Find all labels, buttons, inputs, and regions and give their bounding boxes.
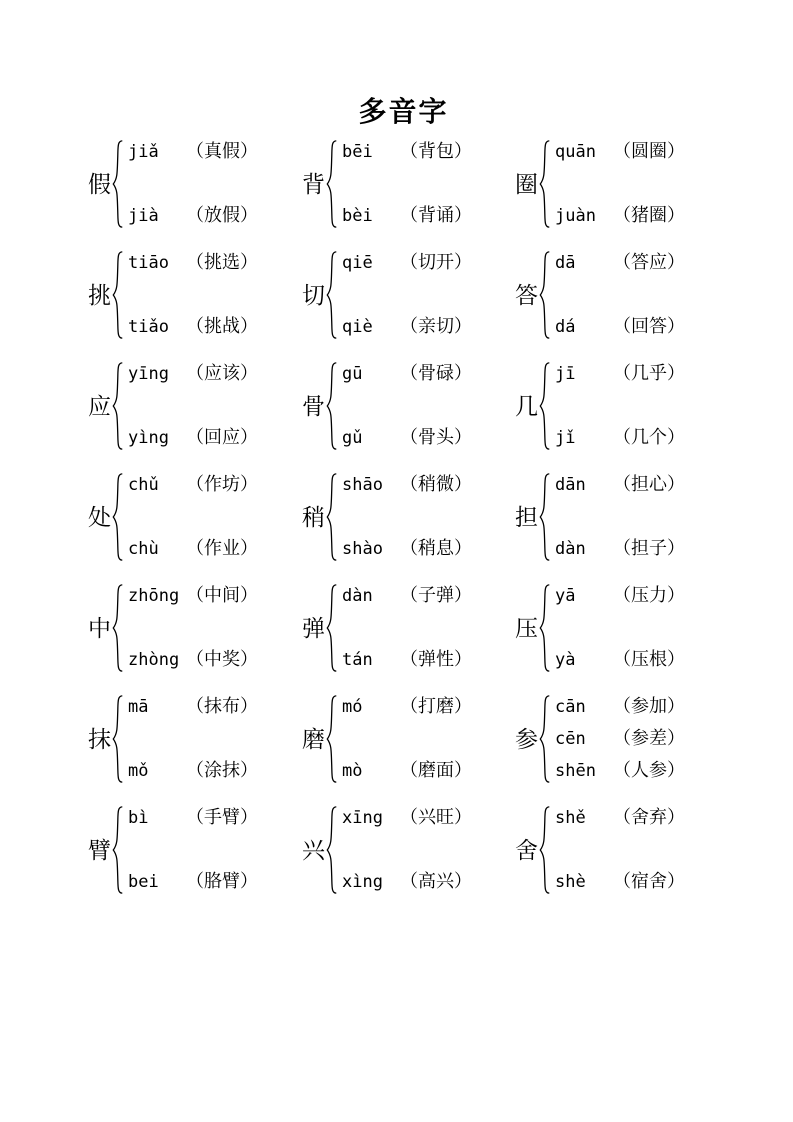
reading-row	[342, 871, 472, 893]
page-title: 多音字	[358, 97, 449, 128]
pinyin-label: jǐ	[555, 428, 576, 449]
polyphone-entry	[302, 693, 515, 785]
example-word: （作业）	[186, 538, 258, 559]
brace-icon	[112, 806, 124, 894]
example-word: （放假）	[186, 205, 258, 226]
example-word: （兴旺）	[400, 807, 472, 827]
polyphone-character: 参	[515, 726, 538, 752]
polyphone-character: 抹	[88, 726, 111, 752]
brace-icon	[326, 251, 338, 339]
brace-icon	[539, 251, 551, 339]
pinyin-label: jī	[555, 364, 576, 384]
example-word: （宿舍）	[613, 871, 685, 892]
pinyin-label: mó	[342, 697, 363, 717]
example-word: （背包）	[400, 141, 472, 161]
example-word: （猪圈）	[613, 205, 685, 226]
polyphone-entry	[515, 249, 765, 341]
polyphone-entry	[515, 360, 765, 452]
reading-row	[555, 363, 685, 385]
polyphone-entry	[515, 693, 765, 785]
example-word: （挑选）	[186, 252, 258, 272]
brace-icon	[112, 473, 124, 561]
brace-icon	[112, 695, 124, 783]
pinyin-label: chǔ	[128, 475, 159, 495]
example-word: （作坊）	[186, 474, 258, 494]
readings-list	[128, 807, 258, 893]
pinyin-label: dān	[555, 475, 586, 495]
example-word: （骨碌）	[400, 363, 472, 383]
example-word: （亲切）	[400, 316, 472, 337]
example-word: （稍息）	[400, 538, 472, 559]
example-word: （中奖）	[186, 649, 258, 670]
brace-icon	[326, 806, 338, 894]
polyphone-character: 背	[302, 171, 325, 197]
reading-row	[128, 871, 258, 893]
reading-row	[128, 807, 258, 829]
example-word: （磨面）	[400, 760, 472, 781]
brace-icon	[112, 584, 124, 672]
readings-list	[342, 807, 472, 893]
example-word: （担子）	[613, 538, 685, 559]
example-word: （子弹）	[400, 585, 472, 605]
pinyin-label: shēn	[555, 761, 596, 782]
brace-icon	[539, 584, 551, 672]
reading-row	[555, 252, 685, 274]
readings-list	[128, 141, 258, 227]
example-word: （高兴）	[400, 871, 472, 892]
brace-icon	[112, 251, 124, 339]
reading-row	[342, 649, 472, 671]
brace-icon	[326, 695, 338, 783]
polyphone-character: 处	[88, 504, 111, 530]
pinyin-label: juàn	[555, 206, 596, 227]
example-word: （中间）	[186, 585, 258, 605]
pinyin-label: dá	[555, 317, 576, 338]
pinyin-label: mò	[342, 761, 363, 782]
reading-row	[128, 649, 258, 671]
reading-row	[128, 585, 258, 607]
reading-row	[128, 474, 258, 496]
polyphone-entry	[88, 693, 302, 785]
polyphone-character: 兴	[302, 837, 325, 863]
polyphone-entry	[88, 249, 302, 341]
pinyin-label: shè	[555, 872, 586, 893]
pinyin-label: tiāo	[128, 253, 169, 273]
readings-list	[555, 807, 685, 893]
readings-list	[342, 696, 472, 782]
example-word: （抹布）	[186, 696, 258, 716]
pinyin-label: dàn	[342, 586, 373, 606]
polyphone-entry	[515, 804, 765, 896]
reading-row	[342, 363, 472, 385]
brace-icon	[539, 362, 551, 450]
polyphone-entry	[515, 582, 765, 674]
brace-icon	[539, 806, 551, 894]
pinyin-label: bēi	[342, 142, 373, 162]
polyphone-entry	[88, 471, 302, 563]
pinyin-label: tán	[342, 650, 373, 671]
example-word: （压力）	[613, 585, 685, 605]
polyphone-entry	[88, 360, 302, 452]
pinyin-label: bèi	[342, 206, 373, 227]
example-word: （手臂）	[186, 807, 258, 827]
example-word: （应该）	[186, 363, 258, 383]
polyphone-character: 臂	[88, 837, 111, 863]
pinyin-label: yā	[555, 586, 576, 606]
reading-row	[128, 252, 258, 274]
example-word: （骨头）	[400, 427, 472, 448]
polyphone-entry	[302, 138, 515, 230]
brace-icon	[539, 140, 551, 228]
pinyin-label: bei	[128, 872, 159, 893]
pinyin-label: bì	[128, 808, 149, 828]
example-word: （切开）	[400, 252, 472, 272]
polyphone-character: 挑	[88, 282, 111, 308]
pinyin-label: jià	[128, 206, 159, 227]
polyphone-character: 圈	[515, 171, 538, 197]
pinyin-label: yīng	[128, 364, 169, 384]
polyphone-character: 弹	[302, 615, 325, 641]
polyphone-character: 中	[88, 615, 111, 641]
polyphone-character: 磨	[302, 726, 325, 752]
reading-row	[128, 316, 258, 338]
readings-list	[555, 363, 685, 449]
reading-row	[555, 760, 685, 782]
polyphone-entry	[515, 138, 765, 230]
polyphone-entry	[302, 249, 515, 341]
pinyin-label: quān	[555, 142, 596, 162]
brace-icon	[112, 362, 124, 450]
reading-row	[128, 696, 258, 718]
pinyin-label: zhòng	[128, 650, 180, 671]
pinyin-label: yìng	[128, 428, 169, 449]
example-word: （真假）	[186, 141, 258, 161]
example-word: （参加）	[613, 696, 685, 716]
reading-row	[555, 649, 685, 671]
reading-row	[342, 696, 472, 718]
polyphone-character: 几	[515, 393, 538, 419]
readings-list	[555, 252, 685, 338]
reading-row	[555, 474, 685, 496]
readings-list	[128, 696, 258, 782]
example-word: （几个）	[613, 427, 685, 448]
reading-row	[342, 141, 472, 163]
readings-list	[555, 141, 685, 227]
readings-list	[555, 585, 685, 671]
brace-icon	[326, 140, 338, 228]
polyphone-character: 稍	[302, 504, 325, 530]
brace-icon	[539, 473, 551, 561]
pinyin-label: shào	[342, 539, 383, 560]
pinyin-label: cān	[555, 697, 586, 717]
brace-icon	[326, 362, 338, 450]
polyphone-character: 假	[88, 171, 111, 197]
polyphone-entry	[302, 804, 515, 896]
example-word: （胳臂）	[186, 871, 258, 892]
example-word: （背诵）	[400, 205, 472, 226]
polyphone-character: 压	[515, 615, 538, 641]
reading-row	[555, 585, 685, 607]
pinyin-label: mǒ	[128, 761, 149, 782]
pinyin-label: tiǎo	[128, 317, 169, 338]
polyphone-entry	[302, 360, 515, 452]
readings-list	[342, 474, 472, 560]
reading-row	[342, 474, 472, 496]
reading-row	[128, 363, 258, 385]
pinyin-label: gū	[342, 364, 363, 384]
pinyin-label: qiè	[342, 317, 373, 338]
reading-row	[342, 205, 472, 227]
polyphone-character: 答	[515, 282, 538, 308]
polyphone-entry	[88, 582, 302, 674]
pinyin-label: xīng	[342, 808, 383, 828]
example-word: （弹性）	[400, 649, 472, 670]
pinyin-label: xìng	[342, 872, 383, 893]
reading-row	[342, 585, 472, 607]
reading-row	[128, 205, 258, 227]
polyphone-entry	[88, 804, 302, 896]
pinyin-label: shě	[555, 808, 586, 828]
pinyin-label: dā	[555, 253, 576, 273]
pinyin-label: chù	[128, 539, 159, 560]
pinyin-label: mā	[128, 697, 149, 717]
example-word: （圆圈）	[613, 141, 685, 161]
readings-list	[128, 474, 258, 560]
readings-list	[342, 141, 472, 227]
reading-row	[128, 427, 258, 449]
brace-icon	[539, 695, 551, 783]
reading-row	[342, 427, 472, 449]
brace-icon	[112, 140, 124, 228]
readings-list	[342, 585, 472, 671]
polyphone-character: 骨	[302, 393, 325, 419]
readings-list	[555, 696, 685, 782]
example-word: （回答）	[613, 316, 685, 337]
pinyin-label: zhōng	[128, 586, 180, 606]
example-word: （回应）	[186, 427, 258, 448]
example-word: （舍弃）	[613, 807, 685, 827]
reading-row	[555, 538, 685, 560]
reading-row	[555, 696, 685, 718]
polyphone-entry	[88, 138, 302, 230]
readings-list	[555, 474, 685, 560]
readings-list	[342, 252, 472, 338]
pinyin-label: jiǎ	[128, 142, 159, 162]
polyphone-character: 担	[515, 504, 538, 530]
reading-row	[342, 252, 472, 274]
polyphone-entry	[302, 471, 515, 563]
reading-row	[128, 141, 258, 163]
example-word: （稍微）	[400, 474, 472, 494]
example-word: （答应）	[613, 252, 685, 272]
pinyin-label: yà	[555, 650, 576, 671]
polyphone-character: 舍	[515, 837, 538, 863]
reading-row	[342, 538, 472, 560]
readings-list	[342, 363, 472, 449]
pinyin-label: cēn	[555, 729, 586, 750]
brace-icon	[326, 473, 338, 561]
reading-row	[555, 205, 685, 227]
reading-row	[342, 807, 472, 829]
reading-row	[128, 760, 258, 782]
reading-row	[555, 807, 685, 829]
reading-row	[555, 141, 685, 163]
readings-list	[128, 363, 258, 449]
example-word: （打磨）	[400, 696, 472, 716]
brace-icon	[326, 584, 338, 672]
reading-row	[555, 871, 685, 893]
reading-row	[342, 316, 472, 338]
readings-list	[128, 585, 258, 671]
polyphone-character: 切	[302, 282, 325, 308]
example-word: （涂抹）	[186, 760, 258, 781]
example-word: （担心）	[613, 474, 685, 494]
pinyin-label: shāo	[342, 475, 383, 495]
polyphone-character: 应	[88, 393, 111, 419]
pinyin-label: dàn	[555, 539, 586, 560]
reading-row	[555, 728, 685, 750]
example-word: （压根）	[613, 649, 685, 670]
example-word: （几乎）	[613, 363, 685, 383]
polyphone-entry	[515, 471, 765, 563]
pinyin-label: qiē	[342, 253, 373, 273]
readings-list	[128, 252, 258, 338]
reading-row	[555, 316, 685, 338]
pinyin-label: gǔ	[342, 428, 363, 449]
example-word: （挑战）	[186, 316, 258, 337]
entries-grid	[88, 138, 765, 915]
reading-row	[342, 760, 472, 782]
example-word: （人参）	[613, 760, 685, 781]
example-word: （参差）	[613, 728, 685, 749]
polyphone-entry	[302, 582, 515, 674]
reading-row	[128, 538, 258, 560]
reading-row	[555, 427, 685, 449]
